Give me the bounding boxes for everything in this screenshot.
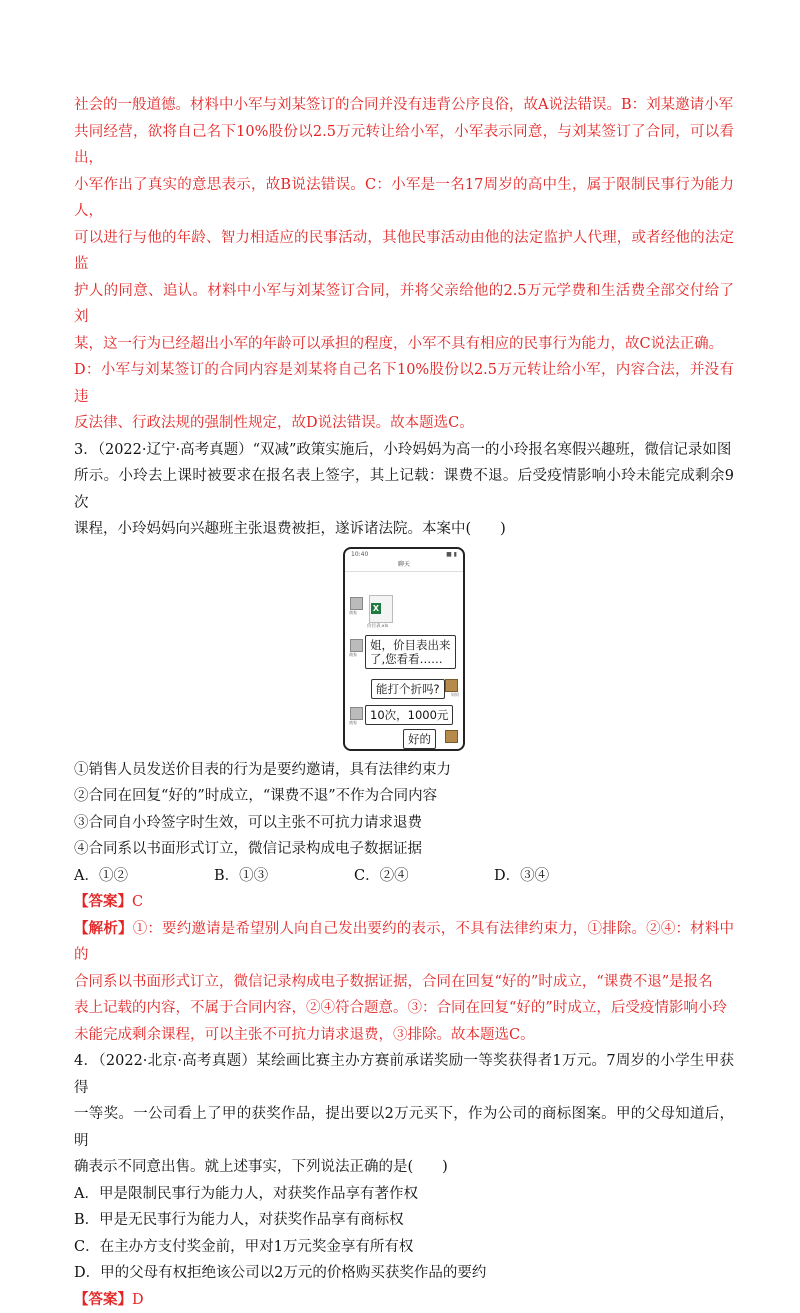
- analysis-line: 某，这一行为已经超出小军的年龄可以承担的程度，小军不具有相应的民事行为能力，故C说法正确。: [74, 331, 734, 358]
- analysis-line: 护人的同意、追认。材料中小军与刘某签订合同，并将父亲给他的2.5万元学费和生活费全部交付给了刘: [74, 278, 734, 331]
- chat-bubble-text: 10次，1000元: [370, 708, 448, 722]
- battery-icon: ■ ▮: [446, 551, 457, 559]
- question-3: [74, 437, 734, 1049]
- question-stem-line: 3．（2022·辽宁·高考真题）“双减”政策实施后，小玲妈妈为高一的小玲报名寒假兴趣班，微信记录如图: [74, 437, 734, 464]
- phone-frame: [343, 547, 465, 751]
- answer-line: [74, 889, 734, 916]
- seller-label: 商家: [349, 610, 357, 616]
- option-a: A．①②: [74, 863, 214, 890]
- file-caption: 价目表.xls: [367, 623, 388, 629]
- seller-label: 商家: [349, 720, 357, 726]
- analysis-line: 社会的一般道德。材料中小军与刘某签订的合同并没有违背公序良俗，故A说法错误。B：刘某邀请小军: [74, 92, 734, 119]
- analysis-line: 合同系以书面形式订立，微信记录构成电子数据证据，合同在回复“好的”时成立，“课费不退”是报名: [74, 969, 734, 996]
- chat-bubble-text: 姐，价目表出来: [370, 638, 451, 652]
- statement-line: ②合同在回复“好的”时成立，“课费不退”不作为合同内容: [74, 783, 734, 810]
- chat-bubble-me: [403, 729, 436, 749]
- document-page: [74, 92, 734, 1313]
- analysis-line: 未能完成剩余课程，可以主张不可抗力请求退费，③排除。故本题选C。: [74, 1022, 734, 1049]
- seller-avatar-icon: [350, 597, 363, 610]
- me-avatar-icon: [445, 679, 458, 692]
- option-c: C．在主办方支付奖金前，甲对1万元奖金享有所有权: [74, 1234, 734, 1261]
- chat-bubble-text: 了,您看看……: [370, 652, 451, 666]
- seller-avatar-icon: [350, 639, 363, 652]
- answer-tag: 【答案】: [74, 1291, 132, 1308]
- excel-file-icon: X: [371, 603, 381, 614]
- seller-label: 商家: [349, 652, 357, 658]
- option-a: A．甲是限制民事行为能力人，对获奖作品享有著作权: [74, 1181, 734, 1208]
- q3-analysis: [74, 916, 734, 1049]
- seller-avatar-icon: [350, 707, 363, 720]
- answer-value: D: [132, 1292, 144, 1308]
- question-stem-line: 4．（2022·北京·高考真题）某绘画比赛主办方赛前承诺奖励一等奖获得者1万元。7周岁的小学生甲获得: [74, 1048, 734, 1101]
- option-c: C．②④: [354, 863, 494, 890]
- question-4: [74, 1048, 734, 1313]
- question-stem-line: 确表示不同意出售。就上述事实，下列说法正确的是( ): [74, 1154, 734, 1181]
- statement-line: ④合同系以书面形式订立，微信记录构成电子数据证据: [74, 836, 734, 863]
- me-label: 妈妈: [451, 692, 459, 698]
- status-time: 10:40: [351, 551, 368, 559]
- analysis-line: [74, 916, 734, 969]
- chat-bubble-text: 好的: [408, 732, 431, 746]
- spreadsheet-file: [369, 595, 393, 623]
- phone-status-bar: [351, 551, 457, 559]
- analysis-line: 可以进行与他的年龄、智力相适应的民事活动，其他民事活动由他的法定监护人代理，或者经他的法定监: [74, 225, 734, 278]
- chat-bubble-me: [371, 679, 445, 699]
- analysis-text: ①：要约邀请是希望别人向自己发出要约的表示，不具有法律约束力，①排除。②④：材料中的: [74, 921, 734, 964]
- answer-line: [74, 1287, 734, 1313]
- option-b: B．①③: [214, 863, 354, 890]
- options-row: [74, 863, 734, 890]
- question-stem-line: 所示。小玲去上课时被要求在报名表上签字，其上记载：课费不退。后受疫情影响小玲未能完成剩余9次: [74, 463, 734, 516]
- chat-bubble-seller: [365, 705, 453, 725]
- wechat-screenshot-figure: [74, 547, 734, 751]
- question-stem-line: 课程，小玲妈妈向兴趣班主张退费被拒，遂诉诸法院。本案中( ): [74, 516, 734, 543]
- option-d: D．③④: [494, 863, 634, 890]
- answer-tag: 【答案】: [74, 893, 132, 910]
- me-avatar-icon: [445, 730, 458, 743]
- answer-value: C: [132, 894, 143, 910]
- analysis-line: 反法律、行政法规的强制性规定，故D说法错误。故本题选C。: [74, 410, 734, 437]
- statement-line: ③合同自小玲签字时生效，可以主张不可抗力请求退费: [74, 810, 734, 837]
- analysis-line: 小军作出了真实的意思表示，故B说法错误。C：小军是一名17周岁的高中生，属于限制民事行为能力人，: [74, 172, 734, 225]
- chat-title: 聊天: [345, 559, 463, 572]
- analysis-line: D：小军与刘某签订的合同内容是刘某将自己名下10%股份以2.5万元转让给小军，内容合法，并没有违: [74, 357, 734, 410]
- chat-bubble-seller: [365, 635, 456, 669]
- analysis-line: 共同经营，欲将自己名下10%股份以2.5万元转让给小军，小军表示同意，与刘某签订了合同，可以看出，: [74, 119, 734, 172]
- option-b: B．甲是无民事行为能力人，对获奖作品享有商标权: [74, 1207, 734, 1234]
- analysis-tag: 【解析】: [74, 920, 133, 937]
- q2-analysis-continued: [74, 92, 734, 437]
- chat-bubble-text: 能打个折吗?: [376, 682, 440, 696]
- statement-line: ①销售人员发送价目表的行为是要约邀请，具有法律约束力: [74, 757, 734, 784]
- option-d: D．甲的父母有权拒绝该公司以2万元的价格购买获奖作品的要约: [74, 1260, 734, 1287]
- analysis-line: 表上记载的内容，不属于合同内容，②④符合题意。③：合同在回复“好的”时成立，后受疫情影响小玲: [74, 995, 734, 1022]
- question-stem-line: 一等奖。一公司看上了甲的获奖作品，提出要以2万元买下，作为公司的商标图案。甲的父母知道后，明: [74, 1101, 734, 1154]
